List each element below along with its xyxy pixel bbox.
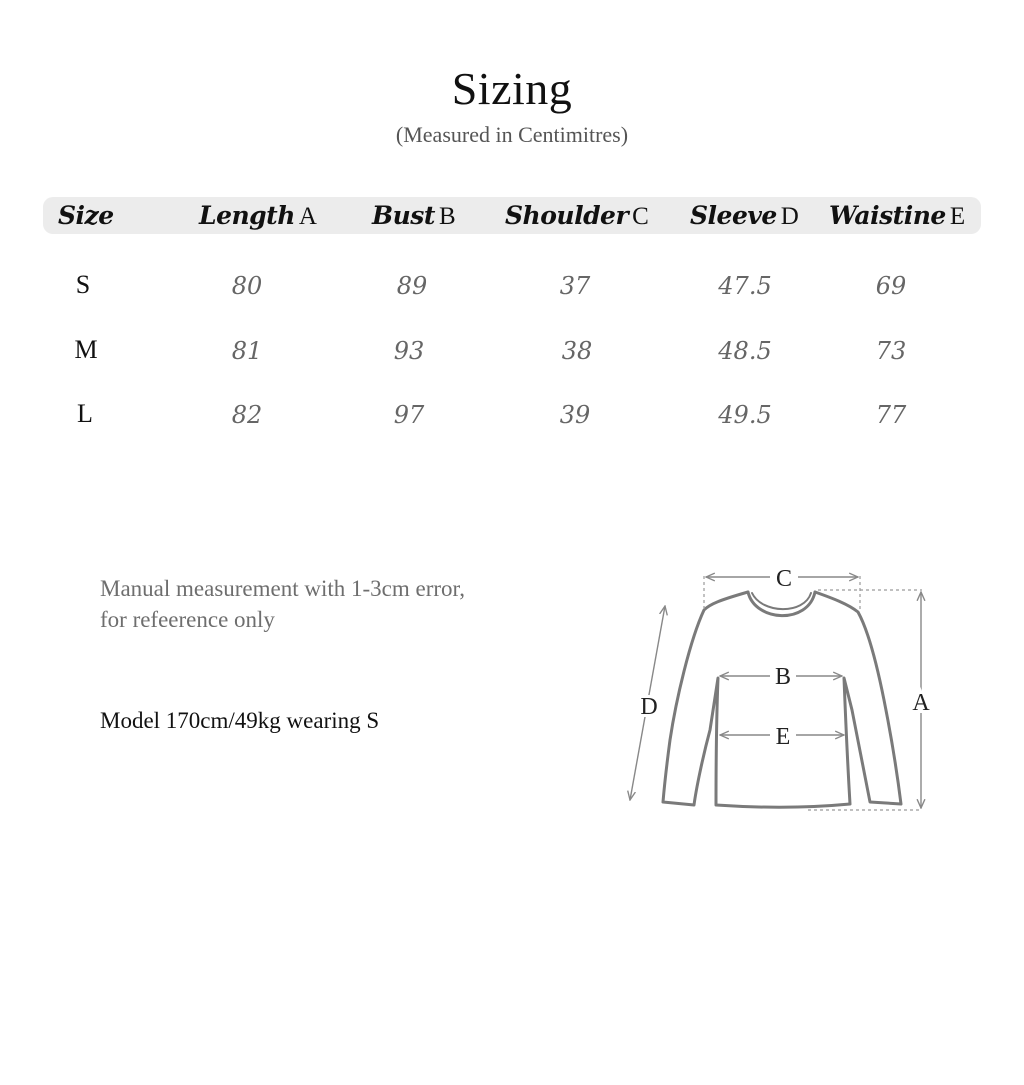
- header-sleeve-label: Sleeve: [690, 201, 777, 230]
- page-subtitle: (Measured in Centimitres): [395, 122, 629, 147]
- shoulder-cell: 37: [559, 272, 591, 300]
- length-cell: 81: [231, 337, 263, 365]
- length-cell: 82: [231, 401, 263, 429]
- header-waist-letter: E: [949, 203, 966, 230]
- sweater-neckline: [748, 592, 815, 616]
- header-shoulder-label: Shoulder: [505, 201, 629, 230]
- waist-cell: 73: [875, 337, 907, 365]
- shoulder-cell: 39: [559, 401, 591, 429]
- header-bust-label: Bust: [372, 201, 435, 230]
- size-cell: S: [75, 270, 91, 299]
- sweater-body: [663, 592, 901, 807]
- header-bust-letter: B: [438, 203, 456, 230]
- label-e: E: [775, 724, 791, 750]
- size-cell: M: [74, 335, 98, 364]
- label-b: B: [774, 664, 792, 690]
- page-title: Sizing: [451, 63, 573, 114]
- label-d: D: [640, 694, 658, 720]
- waist-cell: 69: [875, 272, 907, 300]
- dimension-e: [720, 724, 844, 750]
- header-waist-label: Waistine: [829, 201, 946, 230]
- sleeve-cell: 47.5: [718, 272, 772, 300]
- bust-cell: 89: [396, 272, 428, 300]
- waist-cell: 77: [875, 401, 907, 429]
- dimension-d: [630, 606, 665, 800]
- header-length-letter: A: [298, 203, 317, 230]
- sleeve-cell: 49.5: [718, 401, 772, 429]
- dimension-a: [808, 590, 930, 810]
- model-info: Model 170cm/49kg wearing S: [100, 708, 380, 733]
- sleeve-cell: 48.5: [718, 337, 772, 365]
- measurement-note-line1: Manual measurement with 1-3cm error,: [100, 576, 466, 601]
- measurement-note-line2: for refeerence only: [100, 607, 275, 632]
- dimension-c: [704, 566, 860, 609]
- length-cell: 80: [231, 272, 263, 300]
- size-cell: L: [77, 399, 93, 428]
- sweater-neck-rib: [752, 593, 811, 609]
- header-sleeve-letter: D: [780, 203, 799, 230]
- label-a: A: [912, 690, 930, 716]
- label-c: C: [775, 566, 793, 592]
- shoulder-cell: 38: [561, 337, 593, 365]
- bust-cell: 93: [393, 337, 425, 365]
- header-shoulder-letter: C: [632, 203, 649, 230]
- header-length-label: Length: [199, 201, 295, 230]
- sweater-outline: [663, 592, 901, 807]
- dimension-b: [720, 664, 842, 690]
- bust-cell: 97: [393, 401, 425, 429]
- header-size-label: Size: [58, 201, 114, 230]
